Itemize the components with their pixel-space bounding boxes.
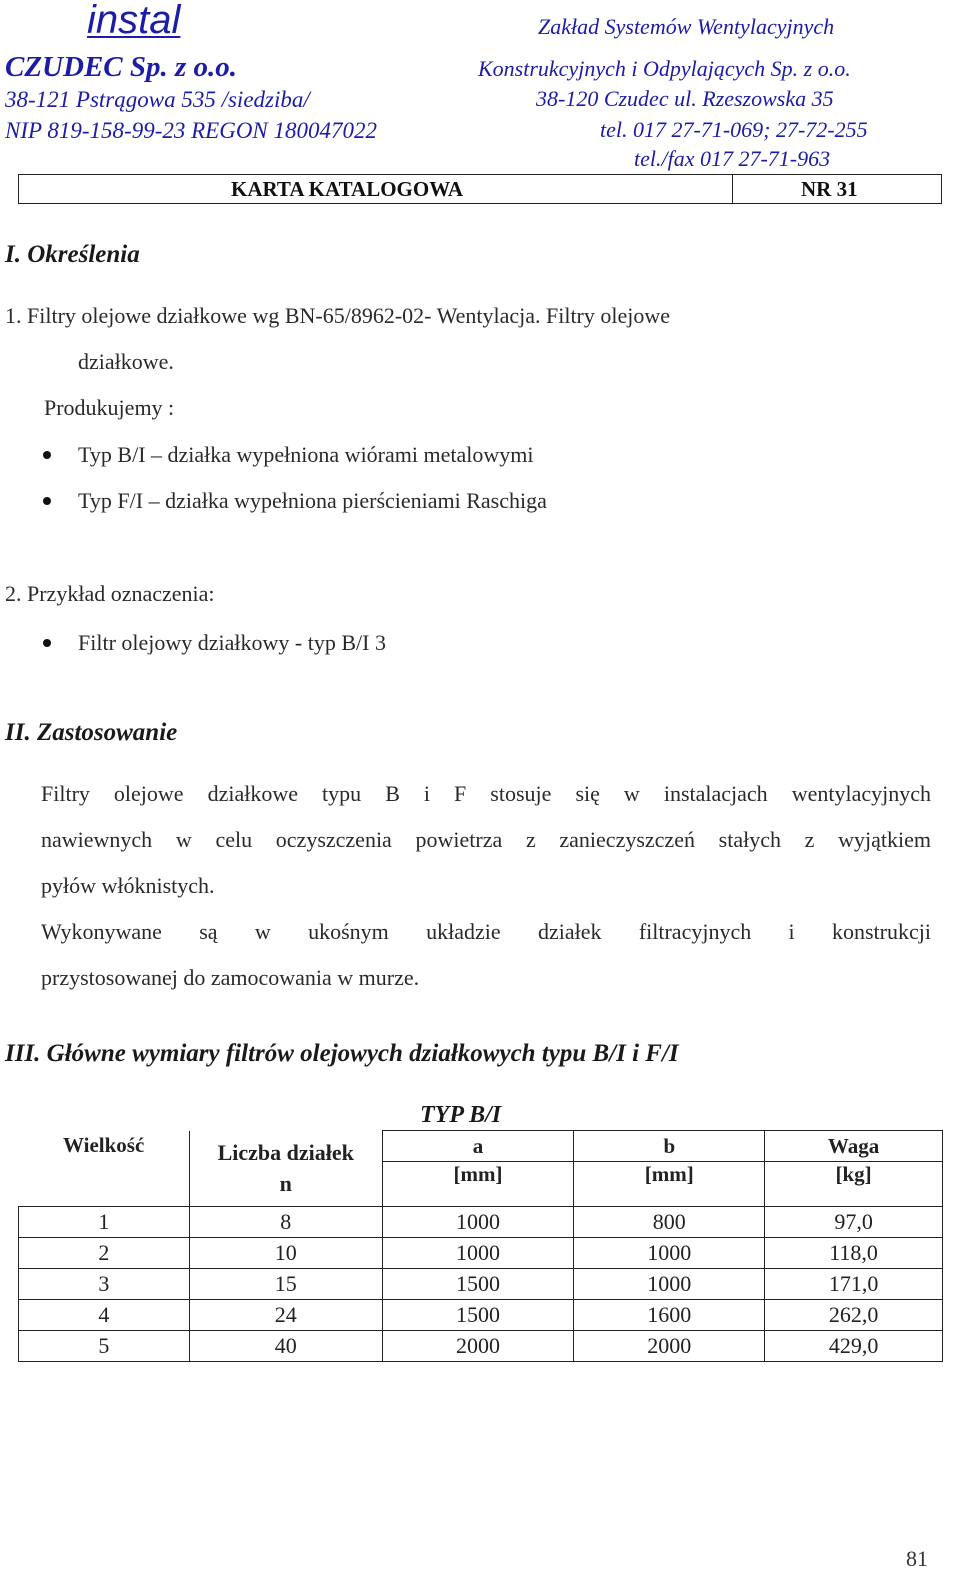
application-para1-line2: nawiewnych w celu oczyszczenia powietrza z zanieczyszczeń stałych z wyjątkiem: [41, 827, 931, 852]
partner-name-line2: Konstrukcyjnych i Odpylających Sp. z o.o.: [478, 56, 851, 81]
cell-a: 1000: [382, 1207, 574, 1238]
cell-b: 800: [574, 1207, 765, 1238]
section-1-heading: I. Określenia: [5, 241, 140, 268]
header-waga: Waga: [765, 1131, 943, 1162]
cell-a: 1000: [382, 1238, 574, 1269]
definition-item-2: 2. Przykład oznaczenia:: [5, 581, 215, 606]
banner-divider: [732, 175, 733, 203]
partner-address: 38-120 Czudec ul. Rzeszowska 35: [536, 86, 834, 111]
cell-b: 1000: [574, 1269, 765, 1300]
cell-liczba: 40: [189, 1331, 382, 1362]
cell-wielkosc: 2: [19, 1238, 190, 1269]
partner-phone: tel. 017 27-71-069; 27-72-255: [600, 117, 868, 142]
cell-waga: 262,0: [765, 1300, 943, 1331]
table-row: [19, 1269, 943, 1300]
cell-b: 1600: [574, 1300, 765, 1331]
cell-liczba: 8: [189, 1207, 382, 1238]
cell-wielkosc: 5: [19, 1331, 190, 1362]
catalog-card-number: NR 31: [801, 177, 858, 201]
cell-liczba: 15: [189, 1269, 382, 1300]
header-b-unit: [mm]: [574, 1162, 765, 1207]
header-b: b: [574, 1131, 765, 1162]
cell-wielkosc: 1: [19, 1207, 190, 1238]
bullet-dot: [43, 639, 51, 647]
catalog-card-banner: [18, 174, 942, 204]
type-label: TYP B/I: [420, 1102, 502, 1128]
bullet-dot: [43, 497, 51, 505]
table-row: [19, 1238, 943, 1269]
table-row: [19, 1300, 943, 1331]
product-type-f: Typ F/I – działka wypełniona pierścieniami Raschiga: [78, 488, 547, 513]
cell-b: 1000: [574, 1238, 765, 1269]
bullet-dot: [43, 451, 51, 459]
page-number: 81: [906, 1546, 928, 1571]
cell-liczba: 10: [189, 1238, 382, 1269]
header-wielkosc: Wielkość: [19, 1131, 190, 1207]
cell-a: 1500: [382, 1300, 574, 1331]
company-name: CZUDEC Sp. z o.o.: [5, 51, 238, 83]
dimensions-table: [18, 1130, 943, 1362]
company-ids: NIP 819-158-99-23 REGON 180047022: [5, 118, 378, 143]
brand-logo: instal: [87, 0, 181, 42]
section-2-heading: II. Zastosowanie: [5, 719, 178, 746]
header-liczba: Liczba działek n: [189, 1131, 382, 1207]
header-a-unit: [mm]: [382, 1162, 574, 1207]
definition-item-1-line1: 1. Filtry olejowe działkowe wg BN-65/8962-02- Wentylacja. Filtry olejowe: [5, 303, 671, 328]
cell-b: 2000: [574, 1331, 765, 1362]
produkujemy-label: Produkujemy :: [44, 395, 175, 420]
company-address: 38-121 Pstrągowa 535 /siedziba/: [5, 87, 310, 112]
product-type-b: Typ B/I – działka wypełniona wiórami metalowymi: [78, 442, 534, 467]
section-3-heading: III. Główne wymiary filtrów olejowych działkowych typu B/I i F/I: [5, 1040, 679, 1067]
partner-name-line1: Zakład Systemów Wentylacyjnych: [538, 14, 835, 39]
cell-waga: 97,0: [765, 1207, 943, 1238]
application-para1-line3: pyłów włóknistych.: [41, 873, 215, 898]
cell-wielkosc: 3: [19, 1269, 190, 1300]
cell-waga: 118,0: [765, 1238, 943, 1269]
application-para1-line1: Filtry olejowe działkowe typu B i F stosuje się w instalacjach wentylacyjnych: [41, 781, 931, 806]
designation-example: Filtr olejowy działkowy - typ B/I 3: [78, 630, 386, 655]
header-waga-unit: [kg]: [765, 1162, 943, 1207]
cell-liczba: 24: [189, 1300, 382, 1331]
catalog-card-title: KARTA KATALOGOWA: [231, 177, 464, 201]
cell-waga: 171,0: [765, 1269, 943, 1300]
application-para2-line1: Wykonywane są w ukośnym układzie działek filtracyjnych i konstrukcji: [41, 919, 931, 944]
table-row: [19, 1331, 943, 1362]
table-header-row: [19, 1131, 943, 1162]
header-a: a: [382, 1131, 574, 1162]
cell-waga: 429,0: [765, 1331, 943, 1362]
partner-fax: tel./fax 017 27-71-963: [634, 146, 831, 171]
cell-a: 2000: [382, 1331, 574, 1362]
cell-a: 1500: [382, 1269, 574, 1300]
definition-item-1-line2: działkowe.: [78, 349, 174, 374]
application-para2-line2: przystosowanej do zamocowania w murze.: [41, 965, 420, 990]
table-row: [19, 1207, 943, 1238]
cell-wielkosc: 4: [19, 1300, 190, 1331]
